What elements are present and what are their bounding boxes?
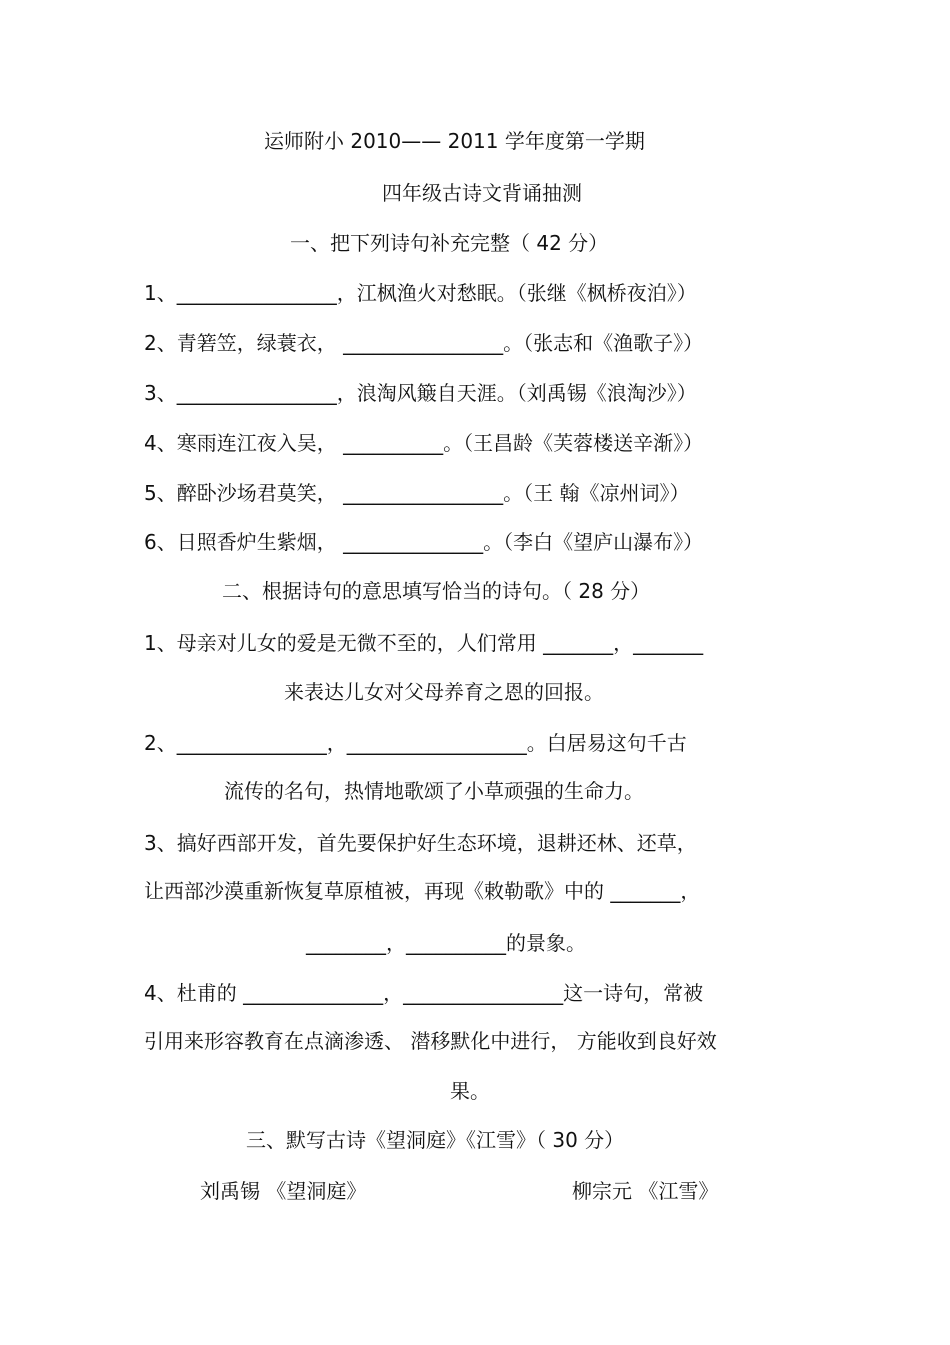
section3-heading: 三、默写古诗《望洞庭》《江雪》（ 30 分）: [246, 1128, 625, 1152]
section2-q1-line2: 来表达儿女对父母养育之恩的回报。: [284, 680, 604, 704]
poem1-author: 刘禹锡 《望洞庭》: [200, 1179, 367, 1203]
section2-q3-line1: 3、搞好西部开发，首先要保护好生态环境，退耕还林、还草，: [144, 831, 697, 855]
section2-q1-line1: 1、母亲对儿女的爱是无微不至的，人们常用 _______，_______: [144, 631, 704, 655]
section2-heading: 二、根据诗句的意思填写恰当的诗句。（ 28 分）: [222, 579, 651, 603]
section2-q3-line2: 让西部沙漠重新恢复草原植被，再现《敕勒歌》中的 _______，: [144, 879, 701, 903]
section1-item-2: 2、青箬笠，绿蓑衣， ________________。（张志和《渔歌子》）: [144, 331, 704, 355]
section1-item-5: 5、醉卧沙场君莫笑， ________________。（王 翰《凉州词》）: [144, 481, 690, 505]
section2-q4-line2: 引用来形容教育在点滴渗透、 潜移默化中进行， 方能收到良好效: [144, 1029, 717, 1053]
section2-q2-line1: 2、_______________，__________________。白居易这句千古: [144, 731, 687, 755]
section1-item-3: 3、________________，浪淘风簸自天涯。（刘禹锡《浪淘沙》）: [144, 381, 697, 405]
section2-q4-line1: 4、杜甫的 ______________，________________这一诗句，常被: [144, 981, 704, 1005]
poem2-author: 柳宗元 《江雪》: [572, 1179, 719, 1203]
section1-item-1: 1、________________，江枫渔火对愁眠。（张继《枫桥夜泊》）: [144, 281, 697, 305]
section1-heading: 一、把下列诗句补充完整（ 42 分）: [290, 231, 609, 255]
section1-item-6: 6、日照香炉生紫烟， ______________。（李白《望庐山瀑布》）: [144, 530, 704, 554]
section2-q2-line2: 流传的名句，热情地歌颂了小草顽强的生命力。: [224, 779, 644, 803]
doc-subtitle: 四年级古诗文背诵抽测: [382, 181, 582, 205]
section2-q4-line3: 果。: [450, 1079, 490, 1103]
section2-q3-line3: ________，__________的景象。: [306, 931, 586, 955]
doc-title: 运师附小 2010—— 2011 学年度第一学期: [264, 129, 645, 153]
section1-item-4: 4、寒雨连江夜入吴， __________。（王昌龄《芙蓉楼送辛渐》）: [144, 431, 704, 455]
